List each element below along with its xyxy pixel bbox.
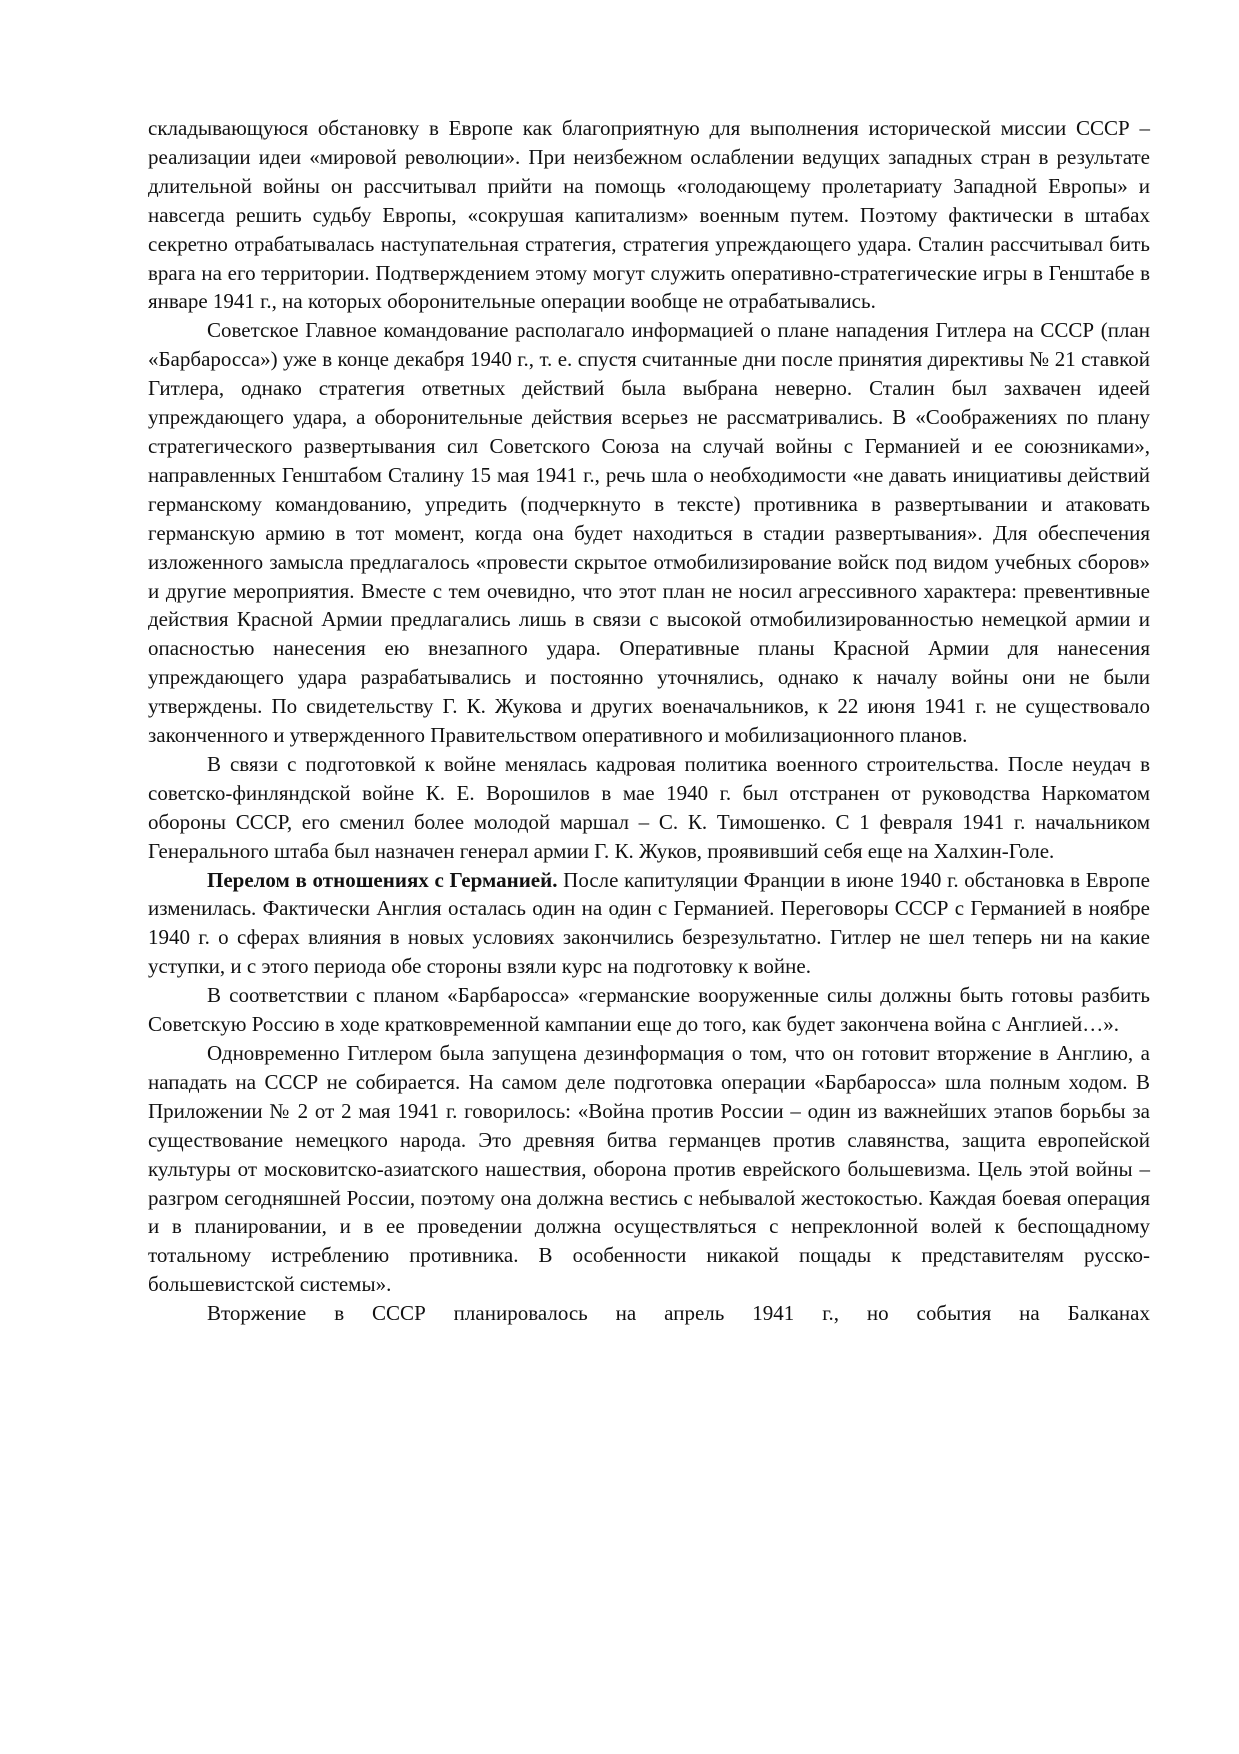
paragraph-4 bbox=[148, 866, 1150, 982]
section-heading: Перелом в отношениях с Германией. bbox=[207, 867, 558, 892]
paragraph-7: Вторжение в СССР планировалось на апрель 1941 г., но события на Балканах bbox=[207, 1301, 1150, 1326]
paragraph-6: Одновременно Гитлером была запущена дезинформация о том, что он готовит вторжение в Англию, а нападать на СССР не собирается. На самом деле подготовка операции «Барбаросса» шла полным ходом. В Приложении № 2 от 2 мая 1941 г. говорилось: «Война против России – один из важнейших этапов борьбы за существование немецкого народа. Это древняя битва германцев против славянства, защита европейской культуры от московитско-азиатского нашествия, оборона против еврейского большевизма. Цель этой войны – разгром сегодняшней России, поэтому она должна вестись с небывалой жестокостью. Каждая боевая операция и в планировании, и в ее проведении должна осуществляться с непреклонной волей к беспощадному тотальному истреблению противника. В особенности никакой пощады к представителям русско-большевистской системы». bbox=[148, 1041, 1150, 1297]
paragraph-4-text: После капитуляции Франции в июне 1940 г. обстановка в Европе изменилась. Фактически Англия осталась один на один с Германией. Переговоры СССР с Германией в ноябре 1940 г. о сферах влияния в новых условиях закончились безрезультатно. Гитлер не шел теперь ни на какие уступки, и с этого периода обе стороны взяли курс на подготовку к войне. bbox=[148, 867, 1150, 979]
paragraph-1: складывающуюся обстановку в Европе как благоприятную для выполнения исторической миссии СССР – реализации идеи «мировой революции». При неизбежном ослаблении ведущих западных стран в результате длительной войны он рассчитывал прийти на помощь «голодающему пролетариату Западной Европы» и навсегда решить судьбу Европы, «сокрушая капитализм» военным путем. Поэтому фактически в штабах секретно отрабатывалась наступательная стратегия, стратегия упреждающего удара. Сталин рассчитывал бить врага на его территории. Подтверждением этому могут служить оперативно-стратегические игры в Генштабе в январе 1941 г., на которых оборонительные операции вообще не отрабатывались. bbox=[148, 116, 1150, 314]
document-page bbox=[148, 114, 1150, 1328]
paragraph-5: В соответствии с планом «Барбаросса» «германские вооруженные силы должны быть готовы разбить Советскую Россию в ходе кратковременной кампании еще до того, как будет закончена война с Англией…». bbox=[148, 983, 1150, 1037]
paragraph-2: Советское Главное командование располагало информацией о плане нападения Гитлера на СССР (план «Барбаросса») уже в конце декабря 1940 г., т. е. спустя считанные дни после принятия директивы № 21 ставкой Гитлера, однако стратегия ответных действий была выбрана неверно. Сталин был захвачен идеей упреждающего удара, а оборонительные действия всерьез не рассматривались. В «Соображениях по плану стратегического развертывания сил Советского Союза на случай войны с Германией и ее союзниками», направленных Генштабом Сталину 15 мая 1941 г., речь шла о необходимости «не давать инициативы действий германскому командованию, упредить (подчеркнуто в тексте) противника в развертывании и атаковать германскую армию в тот момент, когда она будет находиться в стадии развертывания». Для обеспечения изложенного замысла предлагалось «провести скрытое отмобилизирование войск под видом учебных сборов» и другие мероприятия. Вместе с тем очевидно, что этот план не носил агрессивного характера: превентивные действия Красной Армии предлагались лишь в связи с высокой отмобилизированностью немецкой армии и опасностью нанесения ею внезапного удара. Оперативные планы Красной Армии для нанесения упреждающего удара разрабатывались и постоянно уточнялись, однако к началу войны они не были утверждены. По свидетельству Г. К. Жукова и других военачальников, к 22 июня 1941 г. не существовало законченного и утвержденного Правительством оперативного и мобилизационного планов. bbox=[148, 318, 1150, 748]
paragraph-3: В связи с подготовкой к войне менялась кадровая политика военного строительства. После неудач в советско-финляндской войне К. Е. Ворошилов в мае 1940 г. был отстранен от руководства Наркоматом обороны СССР, его сменил более молодой маршал – С. К. Тимошенко. С 1 февраля 1941 г. начальником Генерального штаба был назначен генерал армии Г. К. Жуков, проявивший себя еще на Халхин-Голе. bbox=[148, 751, 1150, 863]
